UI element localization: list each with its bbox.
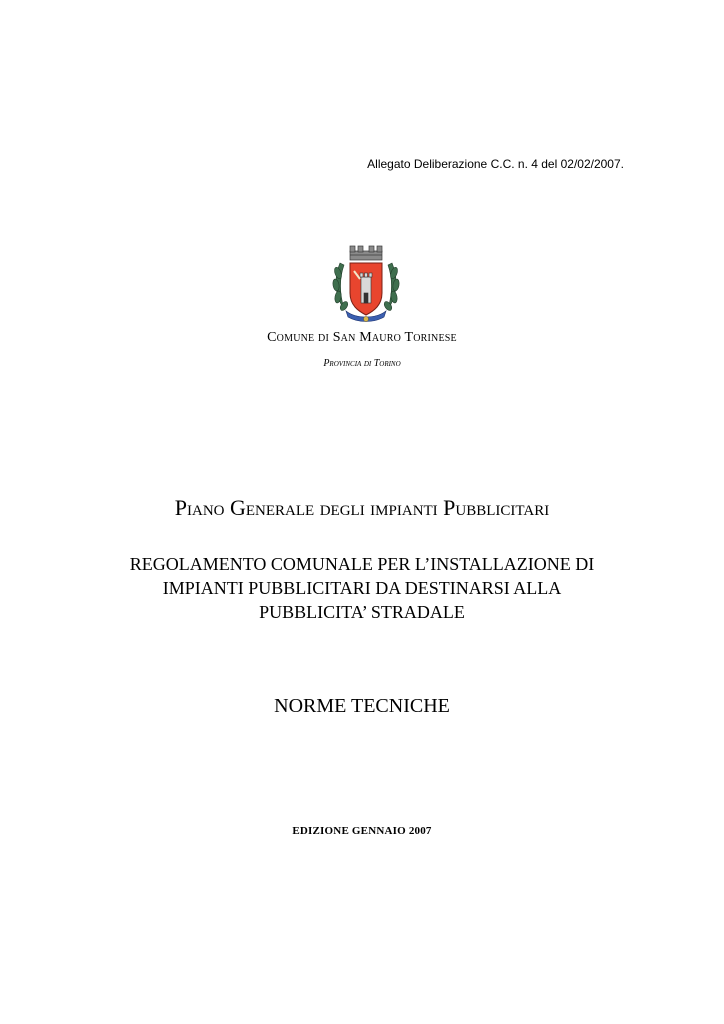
comune-name: Comune di San Mauro Torinese — [267, 330, 457, 345]
section-title: NORME TECNICHE — [274, 695, 450, 717]
subtitle-line: PUBBLICITA’ STRADALE — [259, 602, 465, 622]
provincia-name: Provincia di Torino — [323, 358, 401, 369]
allegato-note: Allegato Deliberazione C.C. n. 4 del 02/02/2007. — [367, 157, 624, 171]
edition-label: EDIZIONE GENNAIO 2007 — [292, 825, 432, 837]
subtitle-line: IMPIANTI PUBBLICITARI DA DESTINARSI ALLA — [162, 578, 562, 598]
subtitle-line: REGOLAMENTO COMUNALE PER L’INSTALLAZIONE DI — [129, 554, 595, 574]
document-title: Piano Generale degli impianti Pubblicitari — [174, 495, 550, 520]
coat-of-arms-icon — [330, 243, 402, 325]
document-subtitle — [0, 552, 724, 624]
